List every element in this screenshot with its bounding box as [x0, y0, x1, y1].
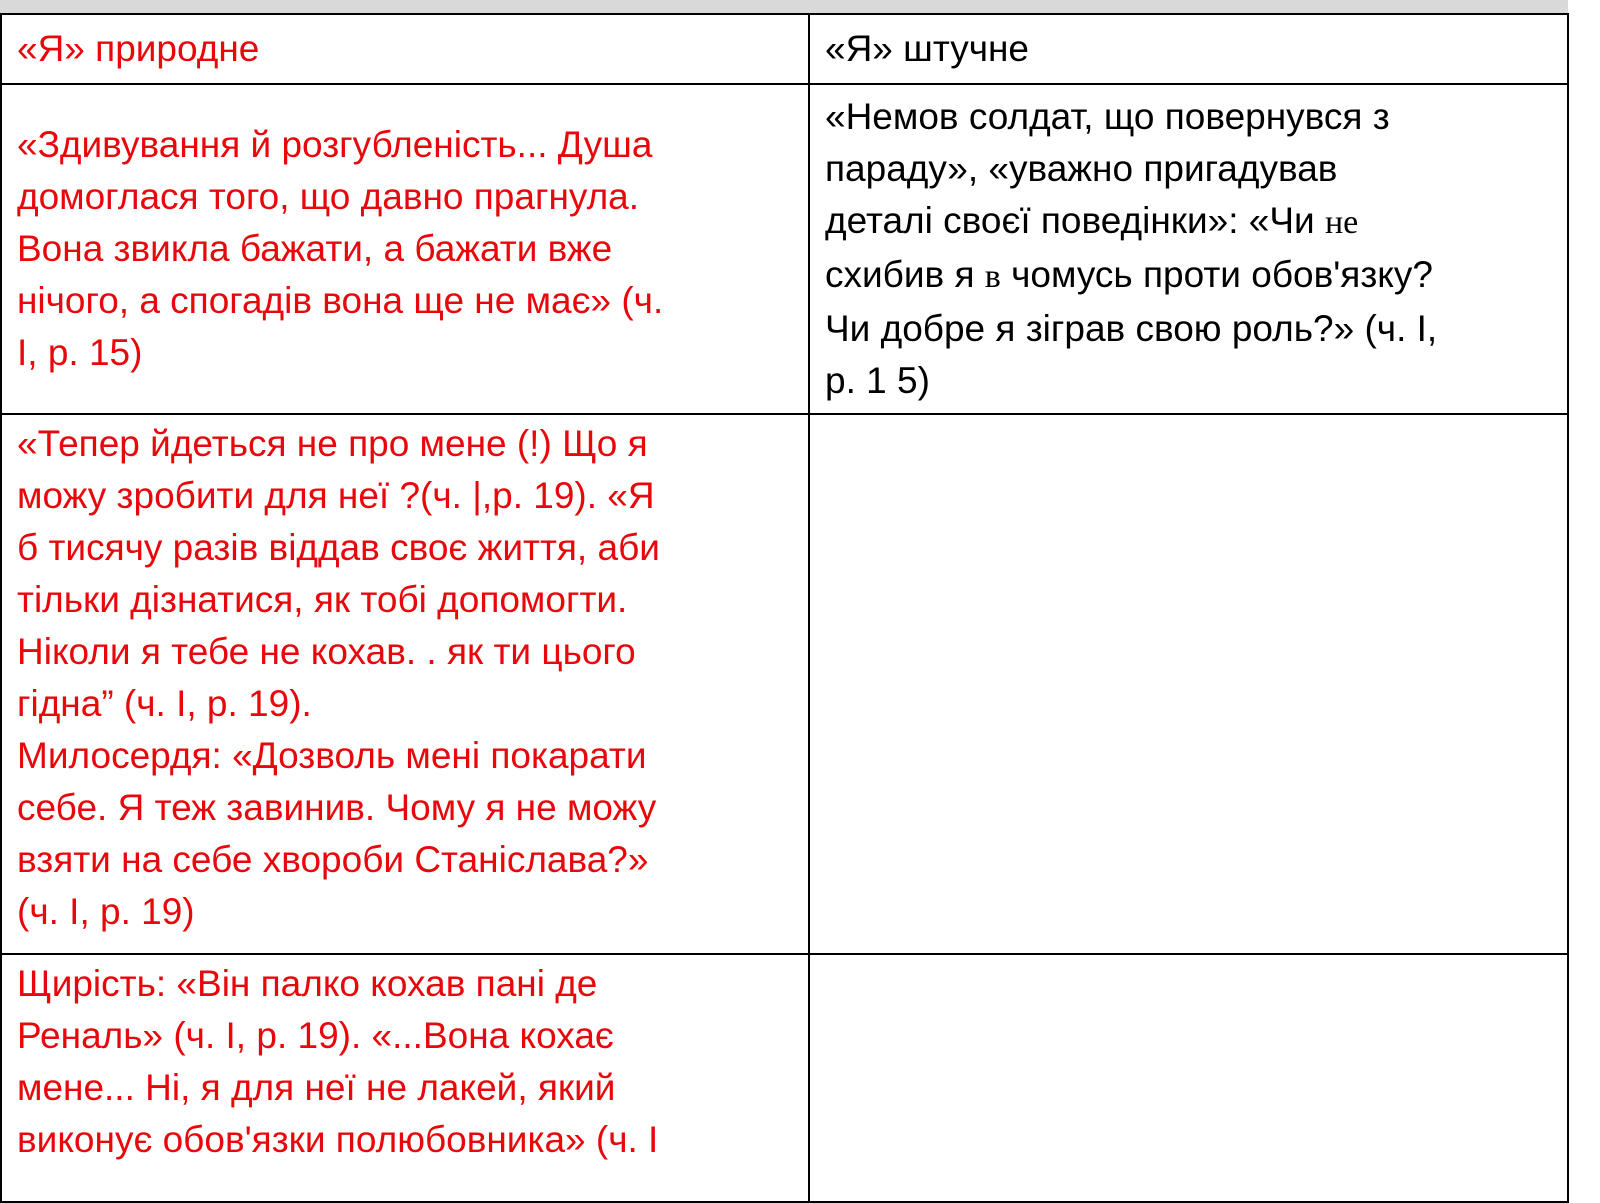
artificial-text-part: чомусь проти обов'язку? Чи добре я зіграв свою роль?» (ч. І, р. 1 5) — [825, 254, 1438, 401]
table-header-row — [1, 14, 1568, 84]
comparison-table — [0, 13, 1569, 1203]
artificial-text-part: схибив я — [825, 254, 975, 295]
header-natural-self: «Я» природне — [1, 14, 809, 84]
artificial-text-word: не — [1324, 204, 1359, 241]
natural-self-cell: Щирість: «Він палко кохав пані де Реналь» (ч. І, р. 19). «...Вона кохає мене... Ні, я для неї не лакей, який виконує обов'язки полюбовника» (ч. І — [1, 954, 809, 1202]
table-row — [1, 84, 1568, 414]
table-row — [1, 954, 1568, 1202]
artificial-self-cell-empty — [809, 954, 1568, 1202]
natural-self-cell: «Тепер йдеться не про мене (!) Що я можу зробити для неї ?(ч. |,р. 19). «Я б тисячу разів віддав своє життя, аби тільки дізнатися, як тобі допомогти. Ніколи я тебе не кохав. . як ти цього гідна” (ч. І, р. 19). Милосердя: «Дозволь мені покарати себе. Я теж завинив. Чому я не можу взяти на себе хвороби Станіслава?» (ч. І, р. 19) — [1, 414, 809, 954]
table-row — [1, 414, 1568, 954]
artificial-self-cell — [809, 84, 1568, 414]
natural-self-cell: «Здивування й розгубленість... Душа домоглася того, що давно прагнула. Вона звикла бажати, а бажати вже нічого, а спогадів вона ще не має» (ч. І, р. 15) — [1, 84, 809, 414]
top-strip — [0, 0, 1568, 14]
artificial-self-cell-empty — [809, 414, 1568, 954]
header-artificial-self: «Я» штучне — [809, 14, 1568, 84]
artificial-text-word: в — [984, 258, 1001, 295]
artificial-text-part: «Немов солдат, що повернувся з параду», «уважно пригадував деталі своєї поведінки»: «Чи — [825, 96, 1390, 241]
